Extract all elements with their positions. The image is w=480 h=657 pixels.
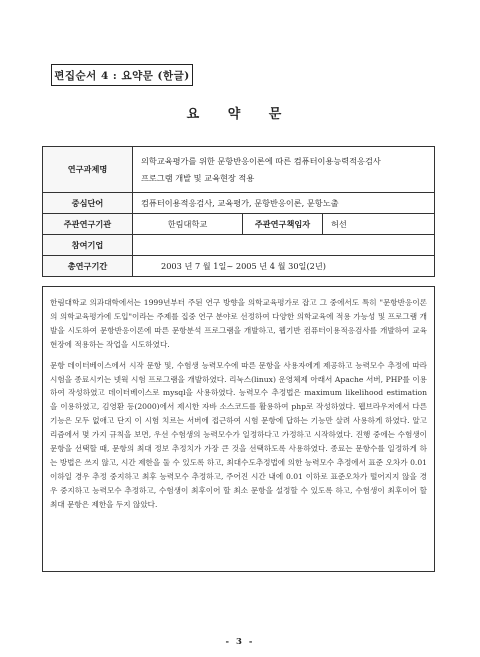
pi-label: 주관연구책임자 (243, 214, 323, 235)
table-row (43, 147, 435, 193)
participants-label: 참여기업 (43, 235, 133, 256)
project-title-line1: 의학교육평가를 위한 문항반응이론에 따른 컴퓨터이용능력적응검사 (141, 155, 381, 166)
table-row (43, 193, 435, 214)
keywords-value: 컴퓨터이용적응검사, 교육평가, 문항반응이론, 문항노출 (133, 193, 435, 214)
institution-label: 주관연구기관 (43, 214, 133, 235)
table-row (43, 235, 435, 256)
project-title-value (133, 147, 435, 193)
project-title-line2: 프로그램 개발 및 교육현장 적용 (141, 172, 255, 183)
table-row (43, 214, 435, 235)
section-label: 편집순서 4 : 요약문 (한글) (51, 64, 193, 86)
page-number: - 3 - (225, 637, 255, 647)
project-info-table (42, 146, 435, 277)
page-title: 요 약 문 (186, 107, 294, 122)
abstract-box (42, 286, 435, 572)
keywords-label: 중심단어 (43, 193, 133, 214)
period-label: 총연구기간 (43, 256, 133, 277)
abstract-paragraph-2: 문항 데이터베이스에서 시작 문항 및, 수험생 능력모수에 따른 문항을 사용자에게 제공하고 능력모수 추정에 따라 시험을 종료시키는 넷웍 시험 프로그램을 개발하였다. 리눅스(linux) 운영체제 아래서 Apache 서버, PHP를 이용하여 작성하였고 데이터베이스로 mysql을 사용하였다. 능력모수 추정법은 maximum likelihood estimation 을 이용하였고, 김영환 등(2000)에서 제시한 자바 소스코드를 활용하여 php로 작성하였다. 웹브라우저에서 다른 기능은 모두 없애고 단지 이 시험 치르는 서버에 접근하여 시험 문항에 답하는 기능만 살려 사용하게 하였다. 알고리즘에서 몇 가지 규칙을 보면, 우선 수험생의 능력모수가 일정하다고 가정하고 시작하였다. 진행 중에는 수험생이 문항을 선택할 때, 문항의 최대 정보 추정치가 가장 큰 것을 선택하도록 사용하였다. 종료는 문항수를 일정하게 하는 방법은 쓰지 않고, 시간 제한을 둘 수 있도록 하고, 최대수도추정법에 의한 능력모수 추정에서 표준 오차가 0.01 이하일 경우 추정 중지하고 최후 능력모수 추정하고, 주어진 시간 내에 0.01 이하로 표준오차가 떨어지지 않을 경우 중지하고 능력모수 추정하고, 수험생이 최후이어 할 최소 문항을 설정할 수 있도록 하고, 수험생이 최후이어 할 최대 문항은 제한을 두지 않았다. (50, 360, 427, 509)
period-value: 2003 년 7 월 1일~ 2005 년 4 월 30일(2년) (133, 256, 435, 277)
institution-value: 한림대학교 (133, 214, 243, 235)
table-row (43, 256, 435, 277)
participants-value (133, 235, 435, 256)
project-title-label: 연구과제명 (43, 147, 133, 193)
pi-value: 허선 (323, 214, 435, 235)
abstract-paragraph-1: 한림대학교 의과대학에서는 1999년부터 주된 연구 방향을 의학교육평가로 잡고 그 중에서도 특히 "문항반응이론의 의학교육평가에 도입"이라는 주제를 집중 연구 분야로 선정하여 다양한 의학교육에 적용 가능성 및 프로그램 개발을 시도하여 문항반응이론에 따른 문항분석 프로그램을 개발하고, 웹기반 컴퓨터이용적응검사를 개발하여 교육현장에 적용하는 작업을 시도하였다. (50, 298, 427, 349)
